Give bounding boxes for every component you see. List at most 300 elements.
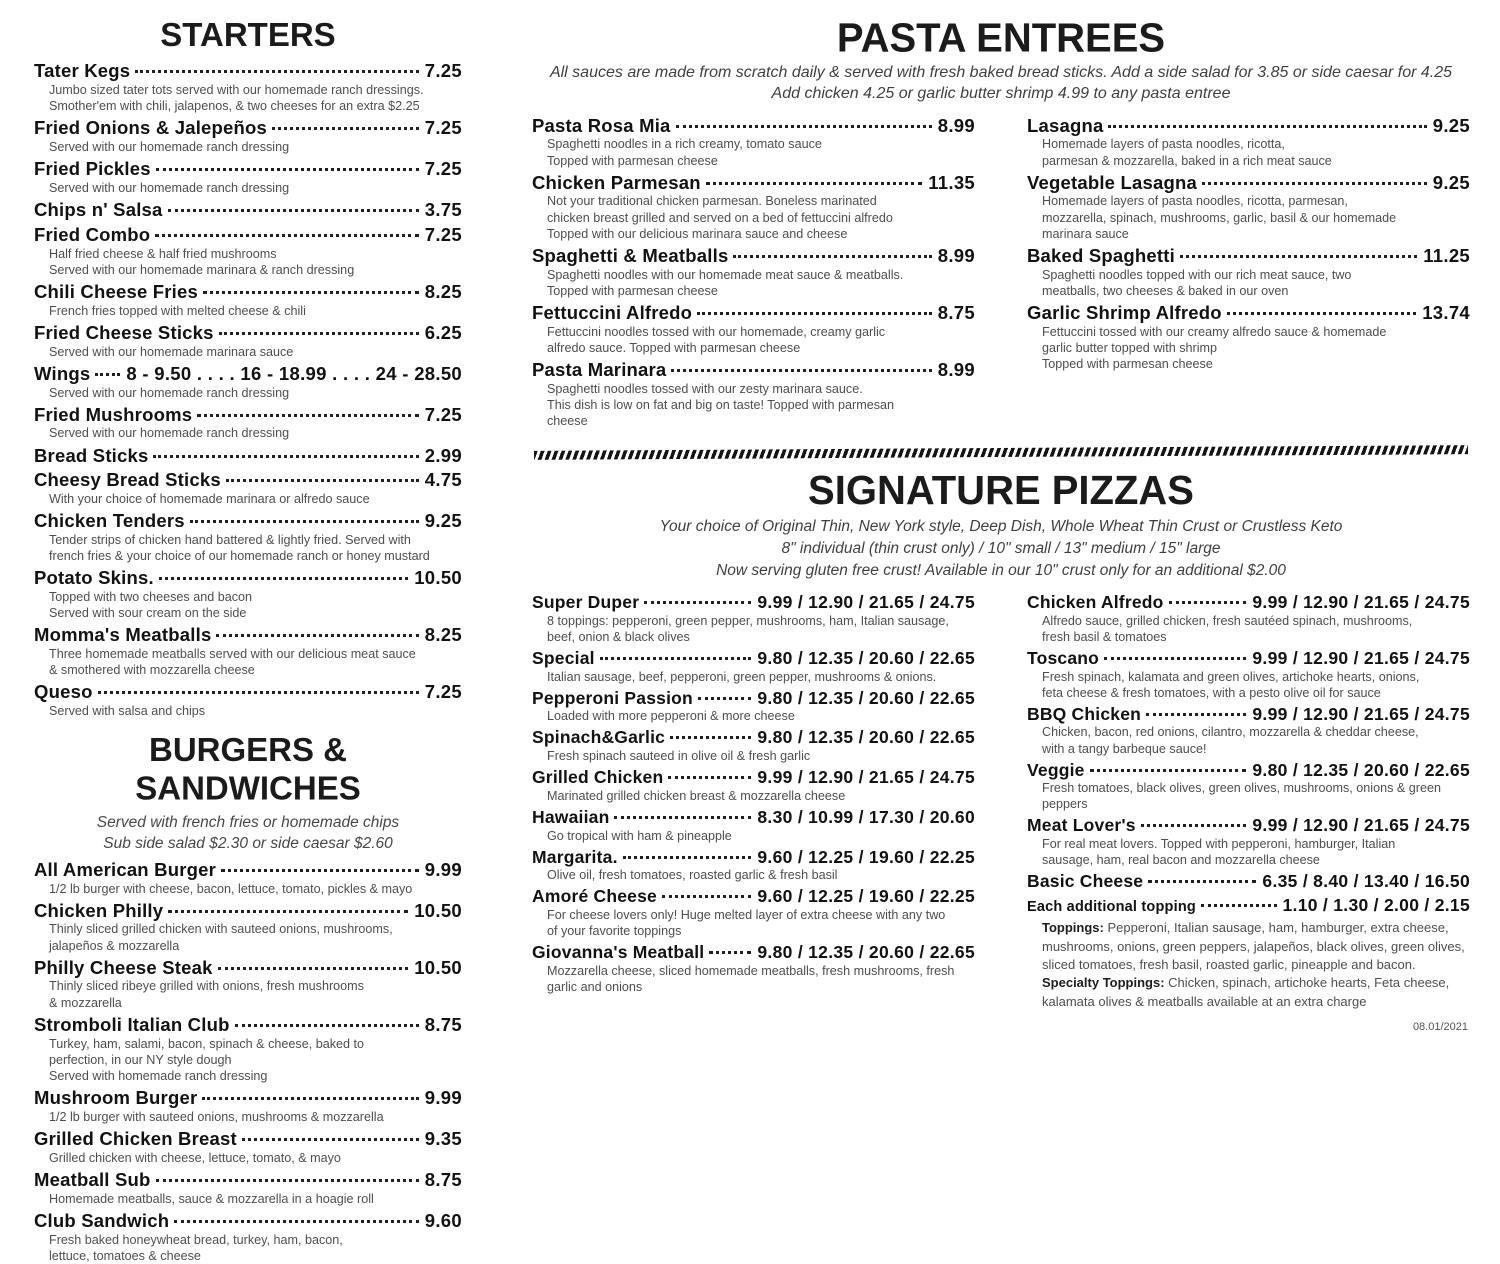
item-name: Philly Cheese Steak: [34, 956, 213, 978]
dot-leader: [235, 1024, 419, 1027]
item-price: 8.25: [424, 624, 462, 646]
menu-item-row: [34, 957, 462, 979]
dot-leader: [156, 168, 419, 171]
dot-leader: [1169, 601, 1247, 604]
item-description: 1/2 lb burger with cheese, bacon, lettuce, tomato, pickles & mayo: [49, 881, 413, 896]
menu-item-row: [34, 1210, 462, 1232]
menu-item: [1027, 648, 1470, 701]
pizza-column-1: [532, 592, 975, 1033]
item-price: 8.75: [424, 1168, 462, 1190]
pizzas-section: [532, 469, 1470, 1033]
dot-leader: [159, 577, 408, 580]
menu-item-row: [1027, 115, 1470, 137]
item-description: Topped with two cheeses and bacon: [49, 590, 253, 605]
item-description: For real meat lovers. Topped with pepperoni, hamburger, Italian: [1042, 837, 1396, 852]
menu-item-row: [1027, 592, 1470, 613]
dot-leader: [671, 369, 931, 372]
menu-item: [34, 1128, 462, 1166]
item-price: 8.75: [424, 1013, 462, 1035]
menu-item: [1027, 704, 1470, 757]
pasta-title: PASTA ENTREES: [836, 15, 1166, 61]
item-description: Spaghetti noodles with our homemade meat sauce & meatballs.: [547, 267, 904, 282]
menu-item-row: [34, 199, 462, 221]
item-price: 9.35: [424, 1127, 462, 1149]
item-price: 7.25: [424, 117, 462, 139]
dot-leader: [670, 736, 751, 739]
item-description: 8 toppings: pepperoni, green pepper, mushrooms, ham, Italian sausage,: [547, 613, 949, 628]
item-name: Each additional topping: [1027, 898, 1196, 915]
item-price: 6.25: [424, 321, 462, 343]
dot-leader: [697, 312, 932, 315]
menu-item: [34, 60, 462, 114]
item-price: 8.99: [937, 244, 975, 266]
menu-item: [532, 688, 975, 725]
item-name: Garlic Shrimp Alfredo: [1027, 301, 1222, 323]
menu-item: [34, 1014, 462, 1084]
menu-item: [532, 727, 975, 764]
item-name: Mushroom Burger: [34, 1086, 198, 1108]
item-description: Served with our homemade ranch dressing: [49, 139, 290, 154]
item-name: Fried Pickles: [34, 157, 151, 179]
item-price: 9.99: [424, 858, 462, 880]
menu-item-row: [1027, 648, 1470, 669]
item-price: 11.25: [1423, 244, 1470, 266]
dot-leader: [1104, 657, 1246, 660]
item-description: Turkey, ham, salami, bacon, spinach & cheese, baked to: [49, 1036, 365, 1051]
item-name: Margarita.: [532, 846, 618, 867]
item-description: chicken breast grilled and served on a bed of fettuccini alfredo: [547, 210, 893, 225]
toppings-label: Toppings:: [1042, 920, 1108, 936]
item-price: 9.99 / 12.90 / 21.65 / 24.75: [757, 592, 975, 613]
item-description: Served with our homemade ranch dressing: [49, 385, 290, 400]
subtitle-line: Served with french fries or homemade chips: [96, 814, 400, 832]
item-name: Fried Mushrooms: [34, 403, 193, 425]
dot-leader: [272, 127, 419, 130]
starters-section: [34, 16, 462, 719]
item-description: Smother'em with chili, jalapenos, & two cheeses for an extra $2.25: [49, 98, 420, 113]
item-name: Grilled Chicken: [532, 767, 664, 788]
item-name: Super Duper: [532, 592, 640, 613]
item-name: Lasagna: [1027, 114, 1104, 136]
item-price: 3.75: [424, 198, 462, 220]
item-name: Club Sandwich: [34, 1209, 170, 1231]
item-name: Fettuccini Alfredo: [532, 301, 693, 323]
menu-item: [34, 117, 462, 155]
dot-leader: [644, 601, 751, 604]
dot-leader: [1108, 125, 1426, 128]
item-price: 8.25: [424, 280, 462, 302]
menu-item-row: [34, 1087, 462, 1109]
item-description: Go tropical with ham & pineapple: [547, 828, 732, 843]
dot-leader: [733, 255, 931, 258]
item-description: Three homemade meatballs served with our delicious meat sauce: [49, 647, 416, 662]
item-description: & smothered with mozzarella cheese: [49, 663, 255, 678]
dot-leader: [623, 856, 752, 859]
pizzas-title: SIGNATURE PIZZAS: [808, 468, 1194, 514]
revision-date: 08.01/2021: [1412, 1021, 1468, 1034]
item-description: With your choice of homemade marinara or alfredo sauce: [49, 492, 370, 507]
dot-leader: [98, 691, 419, 694]
item-description: perfection, in our NY style dough: [49, 1052, 232, 1067]
menu-item-row: [532, 245, 975, 267]
menu-item: [532, 847, 975, 884]
toppings-text: Pepperoni, Italian sausage, ham, hamburger, extra cheese, mushrooms, onions, green peppers, jalapeños, black olives, green olives, sliced tomatoes, fresh basil, roasted garlic, pineapple and bacon.: [1042, 920, 1465, 972]
item-description: lettuce, tomatoes & cheese: [49, 1248, 201, 1263]
item-price: 9.80 / 12.35 / 20.60 / 22.65: [1252, 759, 1470, 780]
menu-item-row: [532, 359, 975, 381]
menu-item-row: [532, 767, 975, 788]
item-description: Loaded with more pepperoni & more cheese: [547, 709, 795, 724]
item-description: parmesan & mozzarella, baked in a rich meat sauce: [1042, 153, 1332, 168]
item-description: 1/2 lb burger with sauteed onions, mushrooms & mozzarella: [49, 1109, 384, 1124]
burgers-section: [34, 731, 462, 1263]
menu-item: [532, 942, 975, 995]
menu-item-row: [34, 1014, 462, 1036]
item-name: Chips n' Salsa: [34, 198, 163, 220]
menu-item-row: [532, 592, 975, 613]
item-name: Vegetable Lasagna: [1027, 171, 1197, 193]
menu-item: [34, 624, 462, 678]
menu-item-row: [34, 469, 462, 491]
menu-item: [1027, 115, 1470, 169]
dot-leader: [1141, 824, 1247, 827]
item-price: 1.10 / 1.30 / 2.00 / 2.15: [1282, 894, 1470, 915]
item-name: Giovanna's Meatball: [532, 942, 705, 963]
item-name: Hawaiian: [532, 806, 610, 827]
menu-item-row: [532, 727, 975, 748]
dot-leader: [662, 895, 751, 898]
subtitle-line: Add chicken 4.25 or garlic butter shrimp 4.99 to any pasta entree: [771, 84, 1231, 102]
menu-item: [34, 445, 462, 467]
item-price: 7.25: [424, 60, 462, 81]
menu-item: [1027, 871, 1470, 892]
dot-leader: [1090, 769, 1247, 772]
menu-item-row: [532, 302, 975, 324]
item-price: 10.50: [414, 899, 462, 921]
menu-item-row: [532, 648, 975, 669]
item-name: Basic Cheese: [1027, 871, 1144, 892]
menu-item: [34, 957, 462, 1011]
dot-leader: [676, 125, 932, 128]
item-price: 9.99 / 12.90 / 21.65 / 24.75: [1252, 703, 1470, 724]
item-price: 8.30 / 10.99 / 17.30 / 20.60: [757, 806, 975, 827]
item-name: Meatball Sub: [34, 1168, 151, 1190]
item-description: This dish is low on fat and big on taste! Topped with parmesan: [547, 397, 894, 412]
menu-item: [34, 1210, 462, 1264]
dot-leader: [190, 520, 419, 523]
menu-item: [1027, 592, 1470, 645]
item-name: Toscano: [1027, 647, 1100, 668]
item-description: Fresh spinach sauteed in olive oil & fresh garlic: [547, 749, 811, 764]
item-description: Mozzarella cheese, sliced homemade meatballs, fresh mushrooms, fresh: [547, 963, 955, 978]
menu-item-row: [34, 281, 462, 303]
dot-leader: [1146, 713, 1246, 716]
dot-leader: [1148, 880, 1256, 883]
hatched-divider: [534, 445, 1468, 460]
item-name: Pepperoni Passion: [532, 687, 693, 708]
subtitle-line: Sub side salad $2.30 or side caesar $2.60: [103, 834, 393, 852]
item-description: Olive oil, fresh tomatoes, roasted garlic & fresh basil: [547, 868, 838, 883]
menu-item: [532, 767, 975, 804]
item-name: Special: [532, 647, 595, 668]
dot-leader: [600, 657, 752, 660]
dot-leader: [168, 209, 419, 212]
item-description: Fresh tomatoes, black olives, green olives, mushrooms, onions & green: [1042, 781, 1441, 796]
dot-leader: [1202, 182, 1427, 185]
item-name: Fried Cheese Sticks: [34, 321, 214, 343]
menu-item-row: [1027, 815, 1470, 836]
item-price: 7.25: [424, 223, 462, 245]
menu-item: [34, 469, 462, 507]
item-price: 8 - 9.50 . . . . 16 - 18.99 . . . . 24 - 28.50: [126, 362, 462, 384]
dot-leader: [1201, 904, 1277, 907]
item-name: Meat Lover's: [1027, 815, 1136, 836]
item-name: Cheesy Bread Sticks: [34, 469, 221, 491]
menu-item: [34, 681, 462, 719]
item-price: 9.25: [1432, 114, 1470, 136]
dot-leader: [242, 1138, 419, 1141]
toppings-note: [1027, 919, 1470, 1011]
item-description: Served with salsa and chips: [49, 704, 206, 719]
item-description: Fettuccini noodles tossed with our homemade, creamy garlic: [547, 324, 886, 339]
dot-leader: [706, 182, 922, 185]
item-price: 9.60 / 12.25 / 19.60 / 22.25: [757, 886, 975, 907]
item-price: 13.74: [1422, 301, 1470, 323]
dot-leader: [1227, 312, 1416, 315]
menu-item: [1027, 245, 1470, 299]
item-description: Spaghetti noodles tossed with our zesty marinara sauce.: [547, 381, 863, 396]
pasta-column-2: [1027, 115, 1470, 432]
item-name: Bread Sticks: [34, 444, 149, 466]
item-description: Alfredo sauce, grilled chicken, fresh sautéed spinach, mushrooms,: [1042, 613, 1413, 628]
item-description: french fries & your choice of our homemade ranch or honey mustard: [49, 549, 430, 564]
menu-item: [532, 592, 975, 645]
menu-item: [34, 199, 462, 221]
pizza-columns: [532, 592, 1470, 1033]
dot-leader: [709, 951, 751, 954]
item-description: fresh basil & tomatoes: [1042, 629, 1167, 644]
item-description: Grilled chicken with cheese, lettuce, tomato, & mayo: [49, 1150, 341, 1165]
menu-item: [34, 363, 462, 401]
item-name: Fried Combo: [34, 223, 151, 245]
burgers-subtitle: [34, 813, 462, 853]
dot-leader: [698, 697, 751, 700]
menu-item-row: [34, 859, 462, 881]
subtitle-line: 8" individual (thin crust only) / 10" small / 13" medium / 15" large: [781, 540, 1221, 558]
dot-leader: [153, 455, 418, 458]
item-price: 9.60: [424, 1209, 462, 1231]
item-price: 9.99: [424, 1086, 462, 1108]
menu-item: [532, 115, 975, 169]
item-description: marinara sauce: [1042, 226, 1129, 241]
burgers-title: BURGERS & SANDWICHES: [135, 730, 361, 808]
menu-item: [34, 224, 462, 278]
menu-item: [532, 886, 975, 939]
item-name: Fried Onions & Jalepeños: [34, 117, 268, 139]
menu-item: [1027, 895, 1470, 916]
item-name: Chicken Philly: [34, 899, 164, 921]
menu-item: [34, 900, 462, 954]
left-column: [34, 15, 488, 1263]
toppings-label: Specialty Toppings:: [1042, 975, 1169, 991]
menu-item: [34, 158, 462, 196]
menu-item: [532, 648, 975, 685]
item-price: 2.99: [424, 444, 462, 466]
dot-leader: [156, 1179, 419, 1182]
subtitle-line: Your choice of Original Thin, New York style, Deep Dish, Whole Wheat Thin Crust or Crustless Keto: [659, 518, 1343, 536]
menu-item: [34, 281, 462, 319]
item-description: cheese: [547, 413, 588, 428]
menu-item: [1027, 815, 1470, 868]
dot-leader: [168, 910, 408, 913]
item-price: 8.99: [937, 114, 975, 136]
menu-item-row: [532, 942, 975, 963]
item-name: Baked Spaghetti: [1027, 244, 1175, 266]
dot-leader: [216, 634, 418, 637]
item-name: BBQ Chicken: [1027, 703, 1142, 724]
item-description: beef, onion & black olives: [547, 629, 690, 644]
toppings-text: Chicken, spinach, artichoke hearts, Feta cheese, kalamata olives & meatballs available at an extra charge: [1042, 975, 1450, 1009]
item-description: garlic butter topped with shrimp: [1042, 340, 1217, 355]
item-description: peppers: [1042, 797, 1088, 812]
item-description: Topped with our delicious marinara sauce and cheese: [547, 226, 848, 241]
menu-item-row: [34, 510, 462, 532]
item-description: Thinly sliced grilled chicken with sauteed onions, mushrooms,: [49, 922, 393, 937]
menu-item-row: [532, 886, 975, 907]
item-name: Tater Kegs: [34, 60, 131, 81]
item-price: 8.99: [937, 358, 975, 380]
dot-leader: [135, 70, 419, 73]
item-description: Spaghetti noodles in a rich creamy, tomato sauce: [547, 137, 822, 152]
menu-item: [34, 1169, 462, 1207]
item-description: Served with our homemade marinara sauce: [49, 344, 294, 359]
starters-items: [34, 60, 462, 719]
pizza-column-2-items: [1027, 592, 1470, 916]
menu-item-row: [1027, 245, 1470, 267]
pizzas-subtitle: [532, 516, 1470, 582]
item-name: Spinach&Garlic: [532, 727, 666, 748]
menu-item-row: [34, 1128, 462, 1150]
menu-item-row: [1027, 895, 1470, 916]
menu-item: [1027, 172, 1470, 242]
menu-item-row: [1027, 760, 1470, 781]
item-description: Marinated grilled chicken breast & mozzarella cheese: [547, 788, 846, 803]
item-description: with a tangy barbeque sauce!: [1042, 741, 1207, 756]
subtitle-line: Now serving gluten free crust! Available in our 10" crust only for an additional $2.00: [716, 562, 1286, 580]
menu-item-row: [1027, 302, 1470, 324]
dot-leader: [218, 967, 409, 970]
menu-item: [34, 404, 462, 442]
menu-item: [34, 1087, 462, 1125]
dot-leader: [203, 291, 419, 294]
item-name: Pasta Marinara: [532, 358, 667, 380]
menu-item-row: [34, 60, 462, 82]
menu-item: [1027, 302, 1470, 372]
menu-item: [34, 510, 462, 564]
item-description: Topped with parmesan cheese: [547, 153, 718, 168]
item-price: 10.50: [414, 956, 462, 978]
item-name: Chicken Tenders: [34, 510, 185, 532]
item-description: sausage, ham, real bacon and mozzarella cheese: [1042, 853, 1320, 868]
item-name: Grilled Chicken Breast: [34, 1127, 237, 1149]
dot-leader: [226, 479, 419, 482]
item-price: 11.35: [928, 171, 975, 193]
menu-item-row: [34, 900, 462, 922]
item-price: 7.25: [424, 681, 462, 703]
item-price: 7.25: [424, 157, 462, 179]
item-description: Jumbo sized tater tots served with our homemade ranch dressings.: [49, 82, 424, 97]
item-name: Chicken Parmesan: [532, 171, 701, 193]
item-price: 9.80 / 12.35 / 20.60 / 22.65: [757, 727, 975, 748]
item-description: of your favorite toppings: [547, 924, 682, 939]
menu-item-row: [34, 445, 462, 467]
menu-item-row: [1027, 172, 1470, 194]
dot-leader: [197, 414, 419, 417]
item-price: 6.35 / 8.40 / 13.40 / 16.50: [1262, 871, 1470, 892]
item-description: Fresh baked honeywheat bread, turkey, ham, bacon,: [49, 1232, 343, 1247]
right-column: [488, 16, 1470, 1151]
menu-item-row: [34, 363, 462, 385]
menu-item: [532, 302, 975, 356]
item-description: & mozzarella: [49, 995, 122, 1010]
pasta-section: [532, 16, 1470, 432]
item-price: 8.75: [937, 301, 975, 323]
subtitle-line: All sauces are made from scratch daily & served with fresh baked bread sticks. Add a side salad for 3.85 or side caesar for 4.25: [549, 64, 1453, 81]
pasta-columns: [532, 115, 1470, 432]
menu-item-row: [532, 847, 975, 868]
item-name: Amoré Cheese: [532, 886, 657, 907]
item-price: 9.80 / 12.35 / 20.60 / 22.65: [757, 942, 975, 963]
item-description: Tender strips of chicken hand battered & lightly fried. Served with: [49, 533, 411, 548]
menu-item-row: [34, 567, 462, 589]
item-description: garlic and onions: [547, 980, 643, 995]
item-description: Topped with parmesan cheese: [1042, 356, 1213, 371]
menu-item: [532, 359, 975, 429]
item-name: Chicken Alfredo: [1027, 592, 1164, 613]
item-description: Served with our homemade ranch dressing: [49, 180, 290, 195]
item-description: Italian sausage, beef, pepperoni, green pepper, mushrooms & onions.: [547, 669, 937, 684]
item-description: For cheese lovers only! Huge melted layer of extra cheese with any two: [547, 908, 946, 923]
item-description: Half fried cheese & half fried mushrooms: [49, 246, 277, 261]
item-price: 9.80 / 12.35 / 20.60 / 22.65: [757, 687, 975, 708]
item-price: 7.25: [424, 403, 462, 425]
menu-item: [532, 172, 975, 242]
menu-item: [34, 859, 462, 897]
dot-leader: [202, 1097, 418, 1100]
item-price: 9.25: [1432, 171, 1470, 193]
menu-item-row: [34, 624, 462, 646]
item-name: Potato Skins.: [34, 567, 154, 589]
item-name: Queso: [34, 681, 93, 703]
item-price: 4.75: [424, 469, 462, 491]
item-description: Fresh spinach, kalamata and green olives, artichoke hearts, onions,: [1042, 669, 1420, 684]
dot-leader: [668, 776, 751, 779]
starters-title: STARTERS: [160, 15, 336, 54]
item-description: Homemade layers of pasta noodles, ricotta, parmesan,: [1042, 194, 1348, 209]
item-description: alfredo sauce. Topped with parmesan cheese: [547, 340, 801, 355]
dot-leader: [174, 1220, 419, 1223]
item-description: meatballs, two cheeses & baked in our oven: [1042, 283, 1289, 298]
item-description: Thinly sliced ribeye grilled with onions, fresh mushrooms: [49, 979, 364, 994]
item-description: Served with sour cream on the side: [49, 606, 247, 621]
dot-leader: [155, 234, 419, 237]
item-price: 9.99 / 12.90 / 21.65 / 24.75: [1252, 592, 1470, 613]
menu-item-row: [1027, 871, 1470, 892]
pizza-column-2: [1027, 592, 1470, 1033]
item-description: feta cheese & fresh tomatoes, with a pesto olive oil for sauce: [1042, 685, 1381, 700]
item-name: Pasta Rosa Mia: [532, 114, 671, 136]
menu-item-row: [34, 681, 462, 703]
